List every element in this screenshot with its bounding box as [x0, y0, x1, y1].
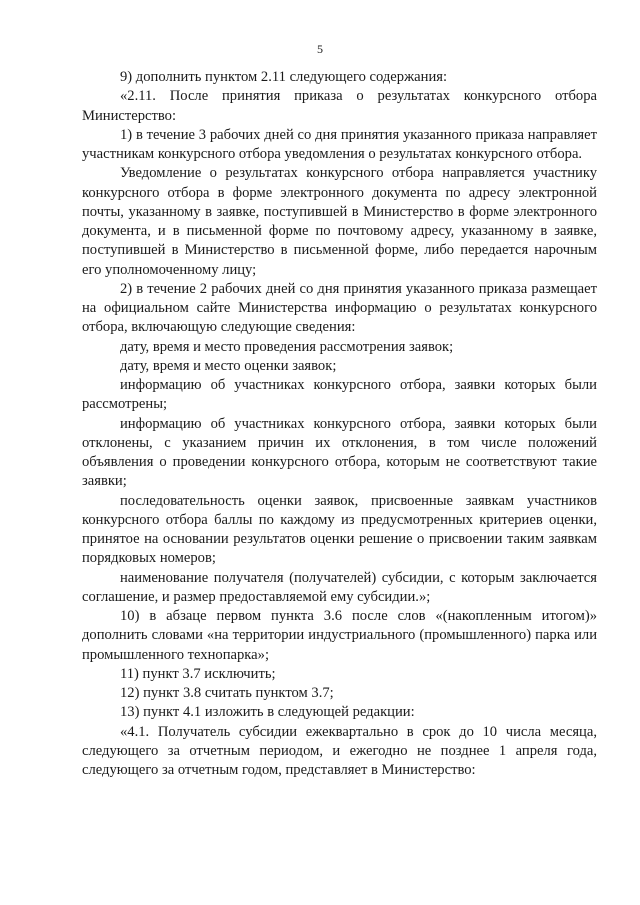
- paragraph-item-12: 12) пункт 3.8 считать пунктом 3.7;: [120, 685, 334, 701]
- paragraph-item-13: 13) пункт 4.1 изложить в следующей редакции:: [120, 704, 415, 721]
- paragraph-subitem-2: 2) в течение 2 рабочих дней со дня принятия указанного приказа размещает на официальном сайте Министерства информацию о результатах конкурсного отбора, включающую следующие сведения:: [82, 280, 597, 336]
- paragraph-date-evaluation: дату, время и место оценки заявок;: [120, 357, 337, 374]
- paragraph-clause-2-11: «2.11. После принятия приказа о результатах конкурсного отбора Министерство:: [82, 88, 597, 124]
- page-number: 5: [317, 42, 323, 56]
- document-body: [82, 68, 597, 780]
- paragraph-notification: Уведомление о результатах конкурсного отбора направляется участнику конкурсного отбора в форме электронного документа по адресу электронной почты, указанному в заявке, поступившей в Министерство в форме электронного документа, и в письменной форме по почтовому адресу, указанному в заявке, поступившей в Министерство в письменной форме, либо передается нарочным его уполномоченному лицу;: [82, 165, 597, 278]
- paragraph-clause-4-1: «4.1. Получатель субсидии ежеквартально в срок до 10 числа месяца, следующего за отчетным периодом, и ежегодно не позднее 1 апреля года, следующего за отчетным годом, представляет в Министерство:: [82, 723, 597, 778]
- paragraph-subitem-1: 1) в течение 3 рабочих дней со дня принятия указанного приказа направляет участникам конкурсного отбора уведомления о результатах конкурсного отбора.: [82, 126, 597, 162]
- paragraph-reviewed-participants: информацию об участниках конкурсного отбора, заявки которых были рассмотрены;: [82, 377, 597, 413]
- paragraph-evaluation-sequence: последовательность оценки заявок, присвоенные заявкам участников конкурсного отбора баллы по каждому из предусмотренных критериев оценки, принятое на основании результатов оценки решение о присвоении таким заявкам порядковых номеров;: [82, 492, 597, 567]
- paragraph-rejected-participants: информацию об участниках конкурсного отбора, заявки которых были отклонены, с указанием причин их отклонения, в том числе положений объявления о проведении конкурсного отбора, которым не соответствуют такие заявки;: [82, 415, 597, 490]
- paragraph-date-review: дату, время и место проведения рассмотрения заявок;: [120, 338, 454, 355]
- paragraph-recipient-name: наименование получателя (получателей) субсидии, с которым заключается соглашение, и размер предоставляемой ему субсидии.»;: [82, 569, 597, 605]
- paragraph-item-9: 9) дополнить пунктом 2.11 следующего содержания:: [120, 69, 448, 85]
- paragraph-item-10: 10) в абзаце первом пункта 3.6 после слов «(накопленным итогом)» дополнить словами «на территории индустриального (промышленного) парка или промышленного технопарка»;: [82, 608, 597, 663]
- paragraph-item-11: 11) пункт 3.7 исключить;: [120, 665, 276, 682]
